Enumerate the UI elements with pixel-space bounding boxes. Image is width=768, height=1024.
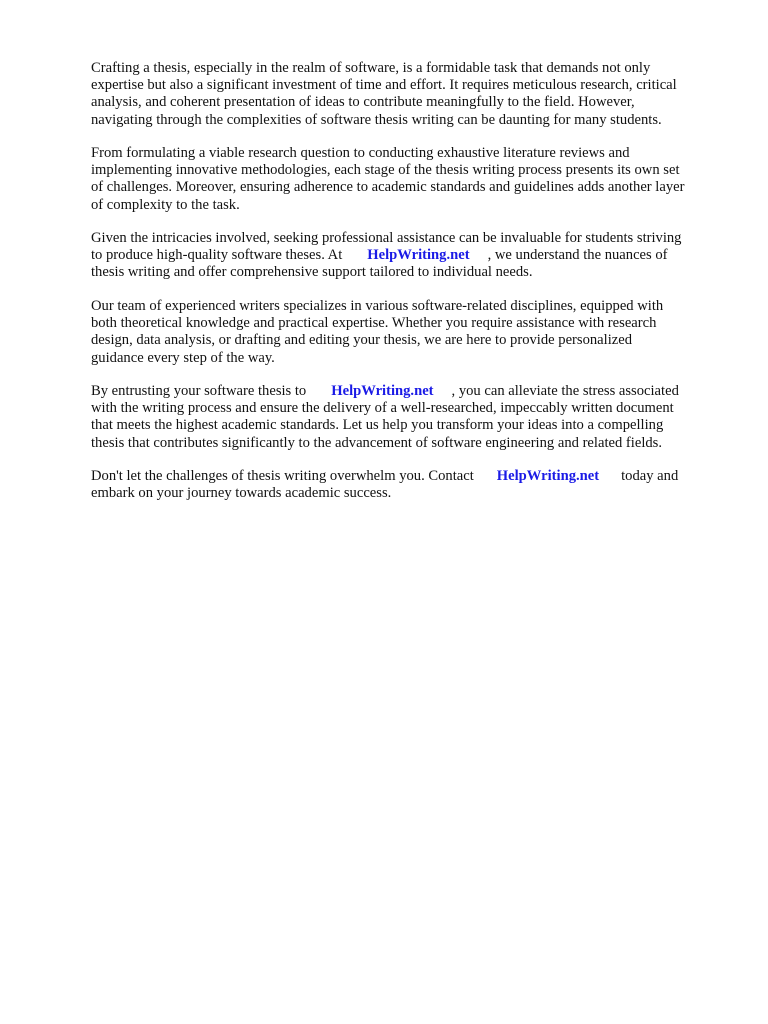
text-line: guidance every step of the way. <box>91 349 275 366</box>
text-line: embark on your journey towards academic success. <box>91 485 392 502</box>
text-line: expertise but also a significant investment of time and effort. It requires meticulous research, critical <box>91 77 677 94</box>
paragraph-contact <box>91 468 727 502</box>
text-segment: By entrusting your software thesis to <box>91 383 307 399</box>
text-line: Our team of experienced writers specializes in various software-related disciplines, equipped with <box>91 297 664 314</box>
paragraph-assistance <box>91 230 727 282</box>
text-line: of challenges. Moreover, ensuring adherence to academic standards and guidelines adds another layer <box>91 179 685 196</box>
helpwriting-link[interactable]: HelpWriting.net <box>367 247 470 264</box>
text-line: that meets the highest academic standards. Let us help you transform your ideas into a compelling <box>91 417 664 434</box>
text-line: with the writing process and ensure the delivery of a well-researched, impeccably written document <box>91 400 674 417</box>
document-body <box>91 60 727 519</box>
text-line: analysis, and coherent presentation of ideas to contribute meaningfully to the field. However, <box>91 94 635 111</box>
text-line: design, data analysis, or drafting and editing your thesis, we are here to provide personalized <box>91 332 633 349</box>
helpwriting-link[interactable]: HelpWriting.net <box>331 383 434 399</box>
text-line: implementing innovative methodologies, each stage of the thesis writing process presents its own set <box>91 162 680 179</box>
text-line <box>91 468 727 485</box>
text-line <box>91 383 727 400</box>
text-segment: , we understand the nuances of <box>487 247 668 264</box>
paragraph-entrusting <box>91 383 727 452</box>
text-segment: to produce high-quality software theses. At <box>91 247 343 264</box>
helpwriting-link[interactable]: HelpWriting.net <box>496 468 600 485</box>
paragraph-team <box>91 298 727 367</box>
text-segment: today and <box>621 468 679 485</box>
text-line <box>91 247 727 264</box>
text-segment: , you can alleviate the stress associated <box>451 383 679 399</box>
text-line: thesis writing and offer comprehensive support tailored to individual needs. <box>91 264 533 281</box>
text-line: Crafting a thesis, especially in the realm of software, is a formidable task that demands not only <box>91 60 651 76</box>
paragraph-intro <box>91 60 727 129</box>
text-line: Given the intricacies involved, seeking professional assistance can be invaluable for students striving <box>91 230 682 247</box>
text-line: of complexity to the task. <box>91 196 240 213</box>
text-line: thesis that contributes significantly to the advancement of software engineering and related fields. <box>91 434 662 451</box>
text-line: From formulating a viable research question to conducting exhaustive literature reviews and <box>91 145 630 162</box>
text-segment: Don't let the challenges of thesis writing overwhelm you. Contact <box>91 468 474 485</box>
paragraph-challenges <box>91 145 727 214</box>
text-line: both theoretical knowledge and practical expertise. Whether you require assistance with research <box>91 315 657 332</box>
text-line: navigating through the complexities of software thesis writing can be daunting for many students. <box>91 111 662 128</box>
